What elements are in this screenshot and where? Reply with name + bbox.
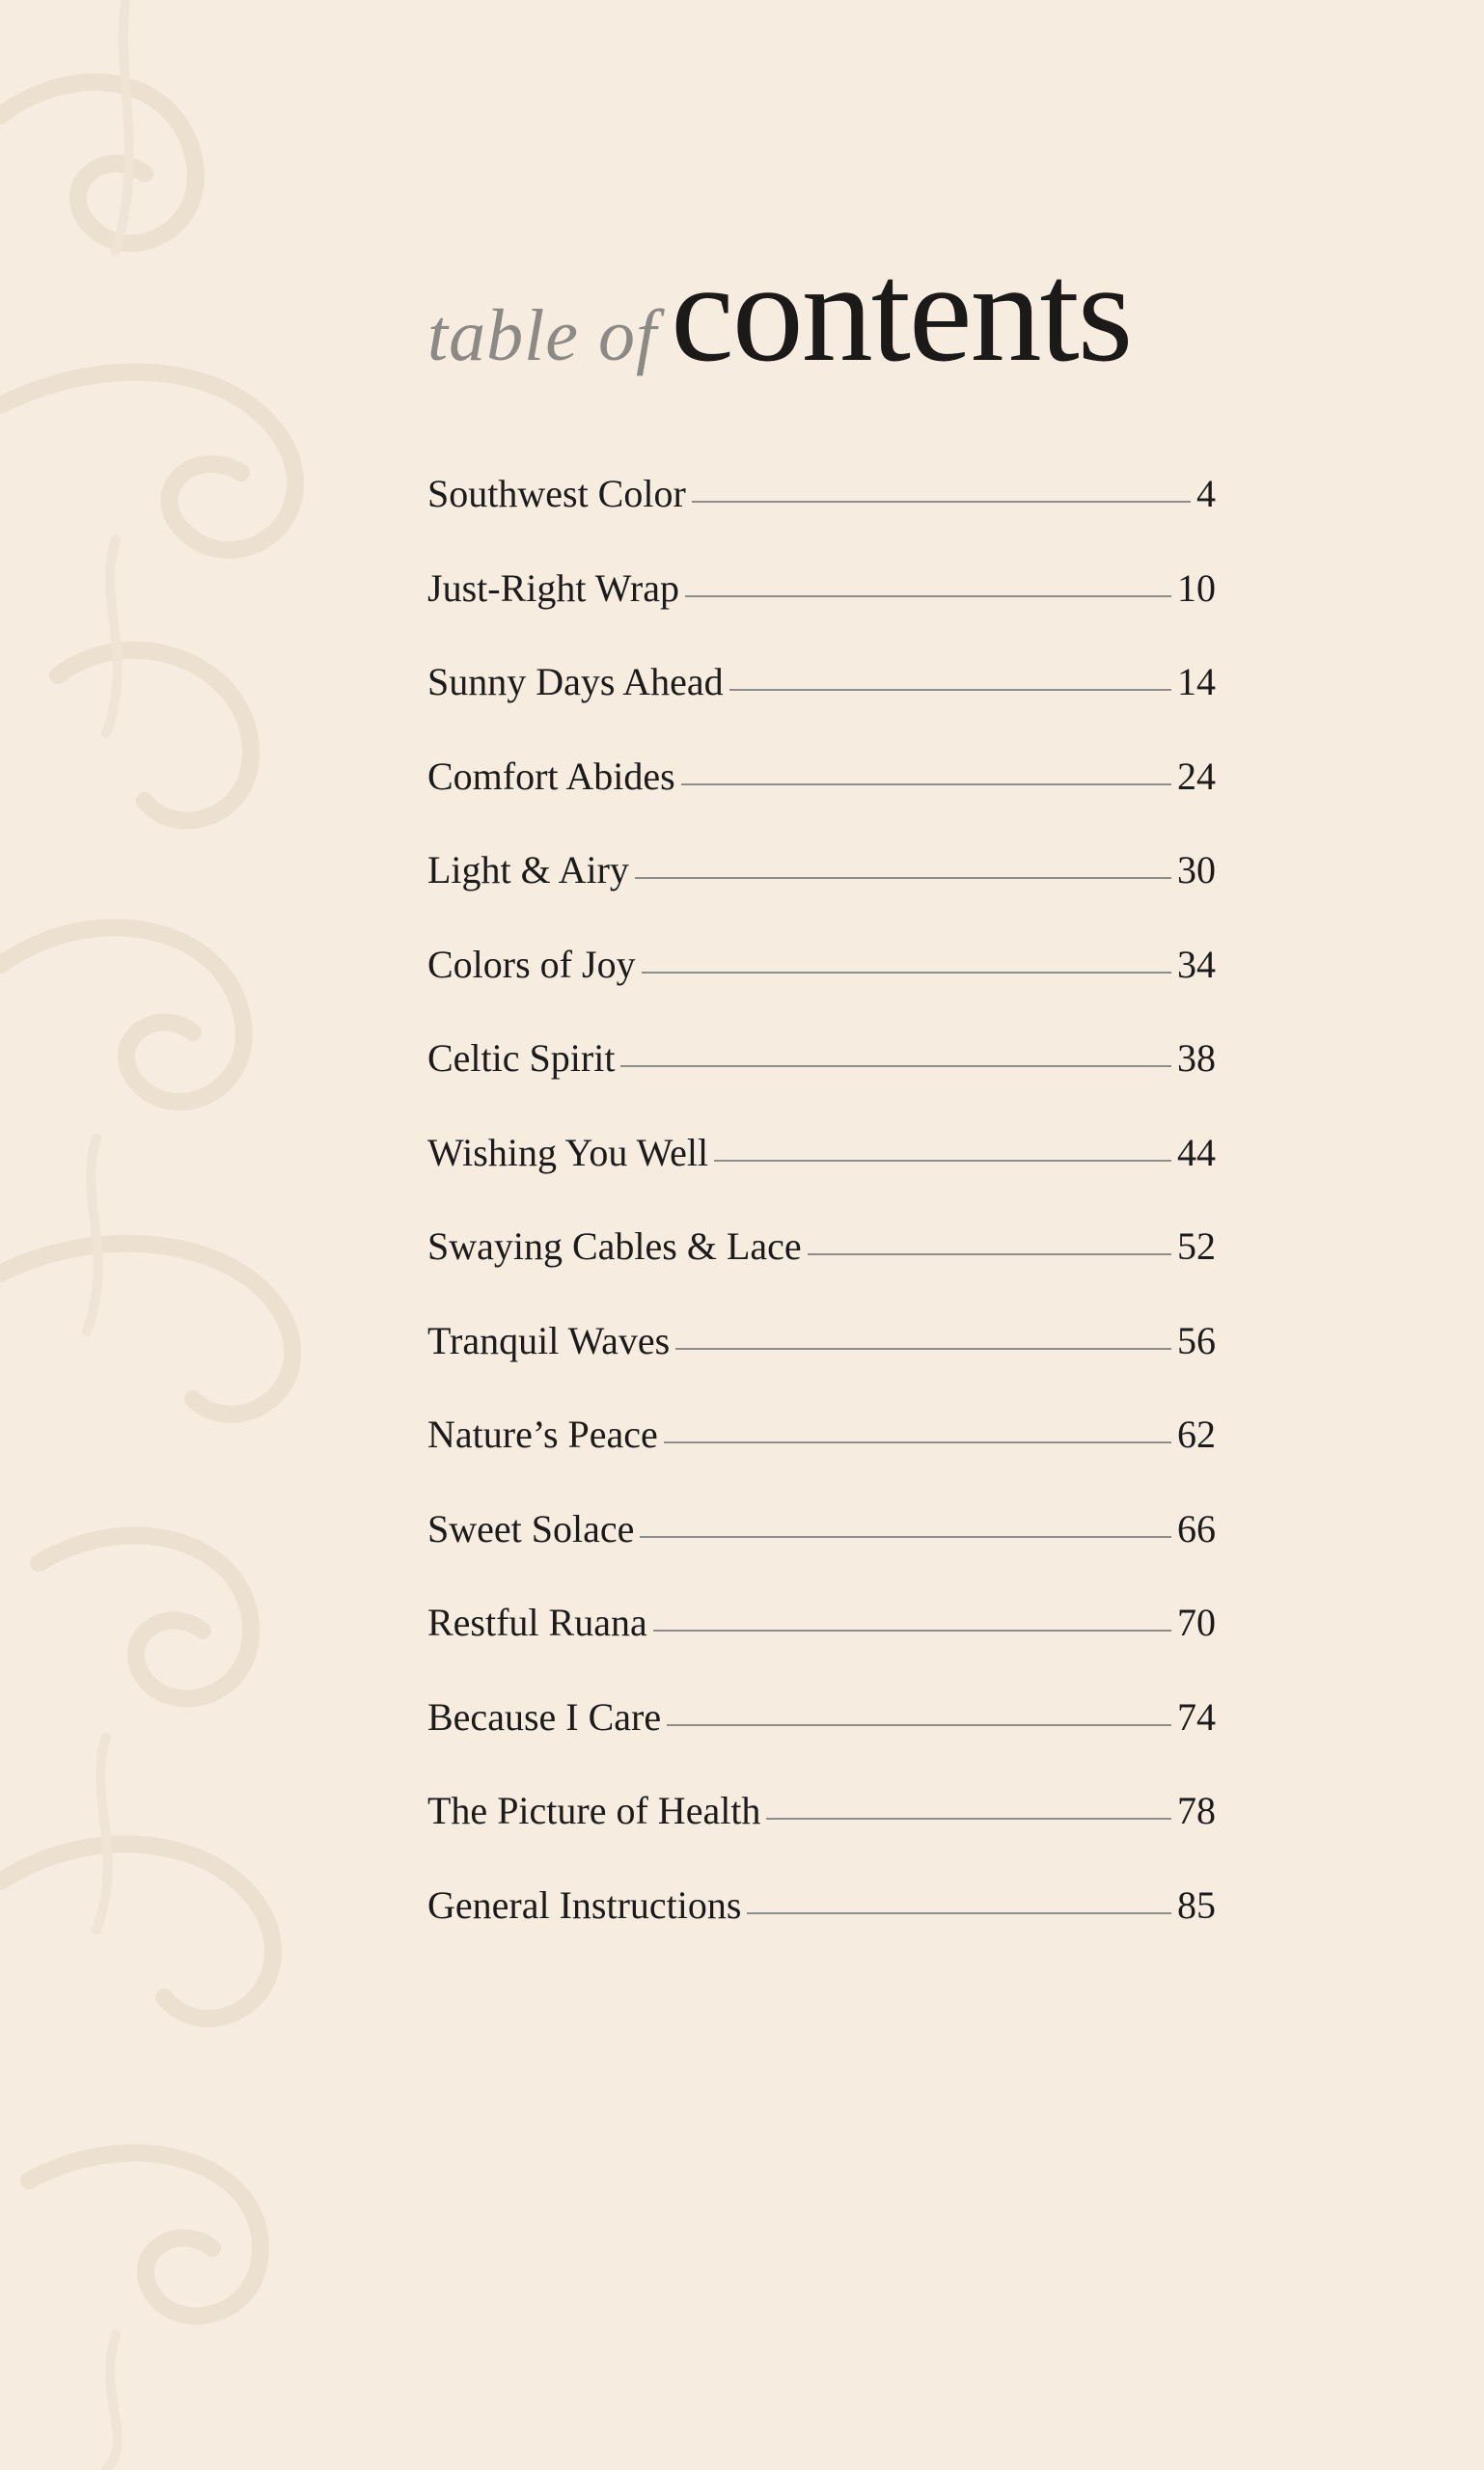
toc-entry-page-number: 66 xyxy=(1177,1506,1216,1551)
toc-entry xyxy=(427,1882,1216,1977)
toc-entry xyxy=(427,1412,1216,1506)
toc-entry-title: Wishing You Well xyxy=(427,1130,709,1174)
toc-entry xyxy=(427,659,1216,754)
toc-entry-title: Because I Care xyxy=(427,1694,662,1739)
toc-entry-title: Southwest Color xyxy=(427,472,686,515)
toc-entry xyxy=(427,1506,1216,1601)
toc-entry-title: Sunny Days Ahead xyxy=(427,660,724,703)
toc-leader-line xyxy=(692,501,1191,503)
scroll-flourish-ornament xyxy=(0,0,405,2470)
toc-leader-line xyxy=(640,1536,1171,1538)
toc-entry-list xyxy=(427,471,1216,1976)
toc-entry-page-number: 34 xyxy=(1177,942,1216,986)
title-main: contents xyxy=(671,233,1132,392)
toc-entry xyxy=(427,1223,1216,1318)
toc-entry-title: Colors of Joy xyxy=(427,942,636,986)
toc-entry-page-number: 78 xyxy=(1177,1789,1216,1832)
toc-entry-title: Light & Airy xyxy=(427,848,629,892)
toc-entry-page-number: 24 xyxy=(1177,754,1216,798)
toc-entry-page-number: 38 xyxy=(1177,1036,1216,1080)
toc-leader-line xyxy=(667,1724,1171,1726)
toc-entry-title: Just-Right Wrap xyxy=(427,565,679,610)
toc-leader-line xyxy=(685,595,1171,597)
toc-entry-title: Comfort Abides xyxy=(427,754,675,798)
toc-entry-title: Restful Ruana xyxy=(427,1601,647,1644)
toc-leader-line xyxy=(653,1630,1171,1632)
toc-entry xyxy=(427,1694,1216,1789)
toc-leader-line xyxy=(747,1912,1171,1914)
toc-entry-page-number: 4 xyxy=(1196,472,1216,515)
toc-entry-title: Nature’s Peace xyxy=(427,1413,658,1456)
toc-entry-page-number: 52 xyxy=(1177,1224,1216,1268)
toc-entry-title: The Picture of Health xyxy=(427,1789,761,1832)
toc-entry-page-number: 56 xyxy=(1177,1318,1216,1362)
toc-entry xyxy=(427,942,1216,1036)
toc-entry-title: Tranquil Waves xyxy=(427,1318,671,1362)
toc-entry xyxy=(427,1130,1216,1224)
toc-entry xyxy=(427,565,1216,660)
toc-leader-line xyxy=(675,1348,1171,1350)
toc-leader-line xyxy=(620,1065,1171,1067)
toc-entry xyxy=(427,1600,1216,1694)
toc-entry-title: Celtic Spirit xyxy=(427,1036,616,1080)
toc-leader-line xyxy=(664,1441,1171,1443)
toc-leader-line xyxy=(642,972,1171,974)
toc-entry-page-number: 62 xyxy=(1177,1413,1216,1456)
toc-entry-title: General Instructions xyxy=(427,1882,742,1927)
toc-entry xyxy=(427,754,1216,848)
toc-leader-line xyxy=(681,783,1171,785)
toc-entry xyxy=(427,1318,1216,1413)
toc-leader-line xyxy=(766,1818,1171,1820)
toc-entry-page-number: 30 xyxy=(1177,848,1216,892)
toc-entry xyxy=(427,1788,1216,1882)
toc-leader-line xyxy=(635,877,1171,879)
toc-leader-line xyxy=(729,689,1171,691)
page-title xyxy=(427,233,1132,392)
title-prefix: table of xyxy=(427,295,658,376)
toc-entry-page-number: 44 xyxy=(1177,1130,1216,1174)
toc-entry-page-number: 14 xyxy=(1177,660,1216,703)
toc-entry-page-number: 74 xyxy=(1177,1694,1216,1739)
toc-entry xyxy=(427,847,1216,942)
toc-entry-page-number: 70 xyxy=(1177,1601,1216,1644)
toc-leader-line xyxy=(808,1253,1171,1255)
toc-entry-title: Sweet Solace xyxy=(427,1506,635,1551)
toc-entry xyxy=(427,471,1216,565)
toc-entry-page-number: 85 xyxy=(1177,1882,1216,1927)
toc-leader-line xyxy=(714,1160,1171,1162)
toc-entry xyxy=(427,1035,1216,1130)
toc-entry-title: Swaying Cables & Lace xyxy=(427,1224,802,1268)
toc-entry-page-number: 10 xyxy=(1177,565,1216,610)
